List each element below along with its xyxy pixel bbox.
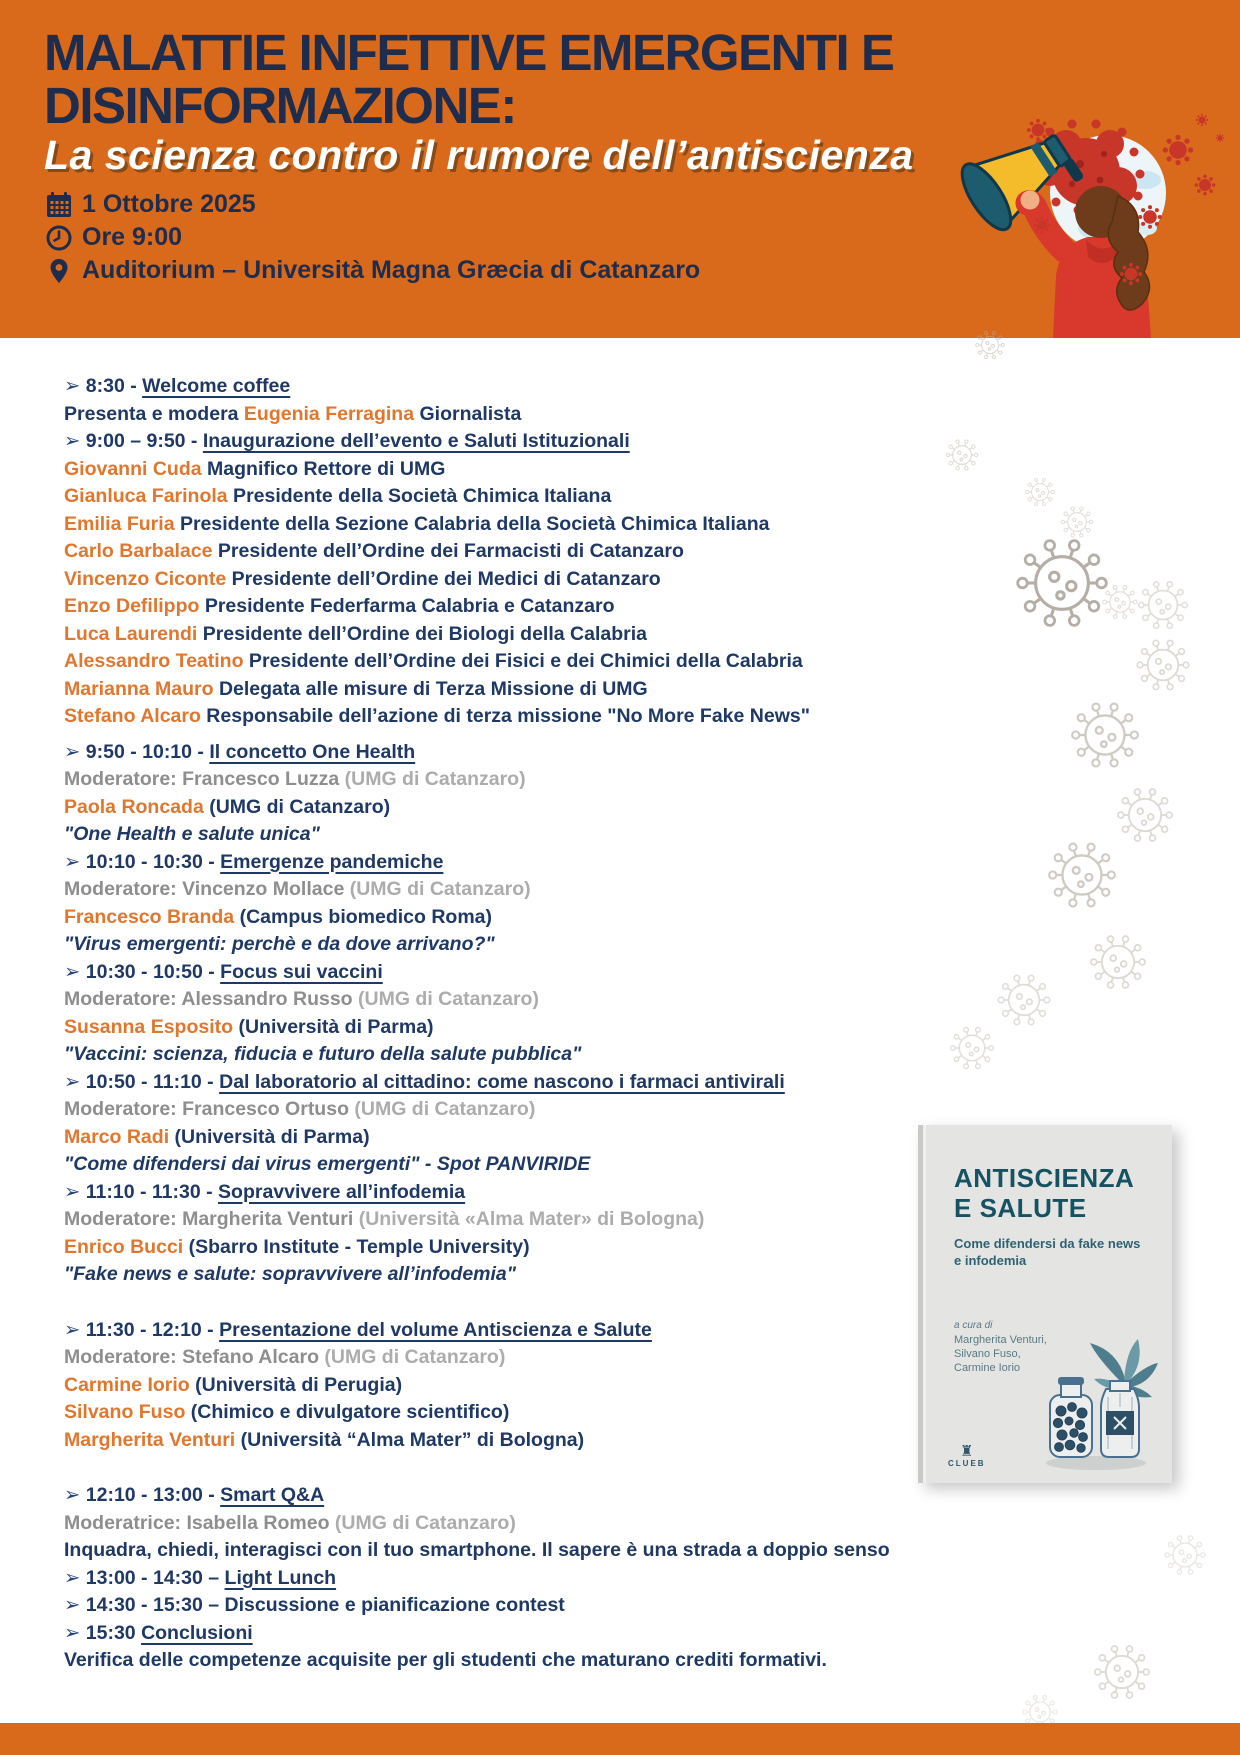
program-text: Magnifico Rettore di UMG	[201, 457, 446, 480]
arrow-bullet-icon: ➢	[64, 960, 86, 983]
program-line	[64, 1565, 1124, 1593]
program-text: Presidente dell’Ordine dei Farmacisti di Catanzaro	[212, 540, 684, 562]
program-text: Responsabile dell’azione di terza missione "No More Fake News"	[200, 705, 810, 727]
program-text: 15:30	[85, 1621, 142, 1644]
speaker-name: Enrico Bucci	[64, 1235, 184, 1258]
speaker-name: Vincenzo Ciconte	[64, 567, 227, 590]
book-subtitle: Come difendersi da fake news e infodemia	[954, 1236, 1141, 1268]
moderator-text: Moderatrice: Isabella Romeo	[64, 1511, 335, 1534]
moderator-text: Moderatore: Francesco Luzza	[64, 768, 345, 790]
event-time: Ore 9:00	[82, 223, 183, 251]
speaker-name: Stefano Alcaro	[64, 705, 201, 727]
speaker-name: Emilia Furia	[64, 512, 175, 535]
publisher-logo-icon: ♜	[960, 1443, 974, 1460]
program-line	[64, 456, 1124, 484]
program-text: Inquadra, chiedi, interagisci con il tuo smartphone. Il sapere è una strada a doppio senso	[64, 1539, 890, 1561]
arrow-bullet-icon: ➢	[64, 1594, 86, 1616]
program-line	[64, 794, 1124, 822]
talk-title: "Fake news e salute: sopravvivere all’infodemia"	[64, 1263, 517, 1285]
tagline: La scienza contro il rumore dell’antiscienza	[44, 132, 914, 178]
program-text: (Campus biomedico Roma)	[234, 905, 493, 928]
program-text: 8:30 -	[85, 375, 143, 397]
program-line	[64, 876, 1124, 904]
page-title-line2: DISINFORMAZIONE:	[44, 77, 516, 134]
program-line	[64, 1647, 1124, 1675]
speaker-name: Margherita Venturi	[64, 1428, 236, 1451]
speaker-name: Alessandro Teatino	[64, 650, 244, 672]
session-title: Welcome coffee	[142, 375, 291, 397]
moderator-affiliation: (UMG di Catanzaro)	[334, 1511, 516, 1534]
arrow-bullet-icon: ➢	[64, 1070, 86, 1093]
location-pin-icon	[46, 258, 72, 284]
book-curated-label: a cura di	[954, 1320, 993, 1331]
moderator-affiliation: (UMG di Catanzaro)	[324, 1346, 506, 1368]
program-line	[64, 676, 1124, 704]
arrow-bullet-icon: ➢	[64, 1180, 86, 1203]
arrow-bullet-icon: ➢	[64, 1621, 86, 1644]
program-line	[64, 904, 1124, 932]
speaker-name: Giovanni Cuda	[64, 457, 202, 480]
program-text: Presidente della Società Chimica Italiana	[227, 485, 612, 507]
program-text: 9:50 - 10:10 -	[85, 740, 210, 763]
speaker-name: Luca Laurendi	[64, 622, 198, 645]
event-date: 1 Ottobre 2025	[82, 190, 256, 218]
program-text: Presenta e modera	[64, 402, 244, 425]
program-line	[64, 538, 1124, 566]
moderator-text: Moderatore: Vincenzo Mollace	[64, 878, 350, 900]
talk-title: "Come difendersi dai virus emergenti" - Spot PANVIRIDE	[64, 1153, 591, 1175]
arrow-bullet-icon: ➢	[64, 1318, 86, 1341]
program-line	[64, 1014, 1124, 1042]
arrow-bullet-icon: ➢	[64, 375, 86, 397]
program-text: Presidente della Sezione Calabria della Società Chimica Italiana	[174, 512, 770, 535]
page-title	[44, 26, 893, 132]
arrow-bullet-icon: ➢	[64, 740, 86, 763]
speaker-name: Silvano Fuso	[64, 1401, 186, 1423]
program-line	[64, 739, 1124, 767]
speaker-name: Paola Roncada	[64, 795, 204, 818]
arrow-bullet-icon: ➢	[64, 1484, 86, 1506]
program-text: Delegata alle misure di Terza Missione di UMG	[213, 677, 648, 700]
moderator-affiliation: (UMG di Catanzaro)	[354, 1098, 536, 1120]
page-title-line1: MALATTIE INFETTIVE EMERGENTI E	[44, 24, 894, 81]
program-text: 12:10 - 13:00 -	[85, 1484, 221, 1506]
program-text: Presidente dell’Ordine dei Biologi della Calabria	[197, 622, 647, 645]
session-title: Inaugurazione dell’evento e Saluti Istituzionali	[202, 430, 630, 452]
arrow-bullet-icon: ➢	[64, 430, 86, 452]
program-line	[64, 373, 1124, 401]
program-line	[64, 821, 1124, 849]
session-title: Il concetto One Health	[209, 740, 416, 763]
program-line	[64, 703, 1124, 731]
program-text: 9:00 – 9:50 -	[85, 430, 203, 452]
program-text: Presidente Federfarma Calabria e Catanzaro	[199, 595, 615, 617]
program-text: (Sbarro Institute - Temple University)	[183, 1235, 530, 1258]
moderator-affiliation: (UMG di Catanzaro)	[358, 988, 539, 1010]
hero-illustration	[850, 80, 1240, 338]
program-text: 11:10 - 11:30 -	[85, 1180, 219, 1203]
speaker-name: Susanna Esposito	[64, 1015, 234, 1038]
book-publisher: ♜ CLUEB	[948, 1443, 986, 1468]
speaker-name: Marianna Mauro	[64, 677, 214, 700]
book-spine	[918, 1125, 928, 1483]
program-line	[64, 1620, 1124, 1648]
woman-figure	[1021, 186, 1152, 338]
jars-illustration	[1034, 1337, 1162, 1475]
speaker-name: Carlo Barbalace	[64, 540, 213, 562]
speaker-name: Enzo Defilippo	[64, 595, 200, 617]
arrow-bullet-icon: ➢	[64, 1566, 86, 1589]
footer-band	[0, 1723, 1240, 1755]
program-line	[64, 1096, 1124, 1124]
program-line	[64, 986, 1124, 1014]
event-location: Auditorium – Università Magna Græcia di Catanzaro	[82, 256, 701, 284]
program-text: (Università di Parma)	[233, 1015, 434, 1038]
program-line	[64, 1041, 1124, 1069]
event-location-row	[46, 254, 700, 287]
program-line	[64, 849, 1124, 877]
program-line	[64, 766, 1124, 794]
speaker-name: Gianluca Farinola	[64, 485, 228, 507]
moderator-text: Moderatore: Francesco Ortuso	[64, 1098, 355, 1120]
program-line	[64, 483, 1124, 511]
session-title: Light Lunch	[224, 1566, 337, 1589]
moderator-text: Moderatore: Stefano Alcaro	[64, 1346, 325, 1368]
program-text: 11:30 - 12:10 -	[85, 1318, 220, 1341]
program-line	[64, 959, 1124, 987]
talk-title: "Vaccini: scienza, fiducia e futuro della salute pubblica"	[64, 1043, 582, 1065]
program-text: 10:30 - 10:50 -	[85, 960, 221, 983]
moderator-text: Moderatore: Alessandro Russo	[64, 988, 359, 1010]
program-text: 13:00 - 14:30 –	[85, 1566, 225, 1589]
book-curator: Silvano Fuso,	[954, 1348, 1021, 1360]
program-line	[64, 1592, 1124, 1620]
program-text: 10:50 - 11:10 -	[85, 1070, 220, 1093]
program-line	[64, 593, 1124, 621]
moderator-affiliation: (Università «Alma Mater» di Bologna)	[358, 1208, 705, 1230]
program-text: (Università di Perugia)	[189, 1373, 403, 1396]
program-text: Giornalista	[414, 402, 522, 425]
talk-title: "One Health e salute unica"	[64, 823, 320, 845]
session-title: Sopravvivere all’infodemia	[218, 1180, 466, 1203]
moderator-affiliation: (UMG di Catanzaro)	[349, 878, 531, 900]
program-line	[64, 1510, 1124, 1538]
program-line	[64, 1482, 1124, 1510]
speaker-name: Carmine Iorio	[64, 1373, 190, 1396]
program-line	[64, 566, 1124, 594]
program-line	[64, 1537, 1124, 1565]
program-text: 14:30 - 15:30 – Discussione e pianificazione contest	[85, 1594, 565, 1616]
header-band	[0, 0, 1240, 338]
program-text: Presidente dell’Ordine dei Fisici e dei Chimici della Calabria	[243, 650, 803, 672]
clock-icon	[46, 225, 72, 251]
session-title: Presentazione del volume Antiscienza e Salute	[219, 1318, 652, 1341]
program-text: 10:10 - 10:30 -	[85, 850, 221, 873]
speaker-name: Marco Radi	[64, 1125, 170, 1148]
book-title-line1: ANTISCIENZA	[954, 1163, 1135, 1193]
program-line	[64, 1069, 1124, 1097]
book-title	[954, 1163, 1158, 1223]
book-curator: Carmine Iorio	[954, 1362, 1021, 1374]
session-title: Emergenze pandemiche	[220, 850, 444, 873]
moderator-text: Moderatore: Margherita Venturi	[64, 1208, 359, 1230]
book-cover	[918, 1125, 1172, 1483]
program-line	[64, 401, 1124, 429]
program-text: (Chimico e divulgatore scientifico)	[185, 1401, 510, 1423]
program-text: Verifica delle competenze acquisite per gli studenti che maturano crediti formativi.	[64, 1649, 827, 1671]
session-title: Conclusioni	[141, 1621, 253, 1644]
speaker-name: Francesco Branda	[64, 905, 235, 928]
program-line	[64, 648, 1124, 676]
program-line	[64, 931, 1124, 959]
session-title: Focus sui vaccini	[220, 960, 383, 983]
event-time-row	[46, 221, 700, 254]
program-text: Presidente dell’Ordine dei Medici di Catanzaro	[226, 567, 661, 590]
event-date-row	[46, 188, 700, 221]
talk-title: "Virus emergenti: perchè e da dove arrivano?"	[64, 933, 495, 955]
program-text: (UMG di Catanzaro)	[203, 795, 391, 818]
program-line	[64, 428, 1124, 456]
program-line	[64, 621, 1124, 649]
session-title: Dal laboratorio al cittadino: come nascono i farmaci antivirali	[219, 1070, 785, 1093]
calendar-icon	[46, 192, 72, 218]
event-info	[46, 188, 700, 287]
book-title-line2: E SALUTE	[954, 1193, 1087, 1223]
session-title: Smart Q&A	[220, 1484, 325, 1506]
book-curator: Margherita Venturi,	[954, 1334, 1047, 1346]
program-text: (Università “Alma Mater” di Bologna)	[235, 1428, 585, 1451]
program-line	[64, 511, 1124, 539]
arrow-bullet-icon: ➢	[64, 850, 86, 873]
program-text: (Università di Parma)	[169, 1125, 370, 1148]
speaker-name: Eugenia Ferragina	[243, 402, 415, 425]
moderator-affiliation: (UMG di Catanzaro)	[344, 768, 526, 790]
